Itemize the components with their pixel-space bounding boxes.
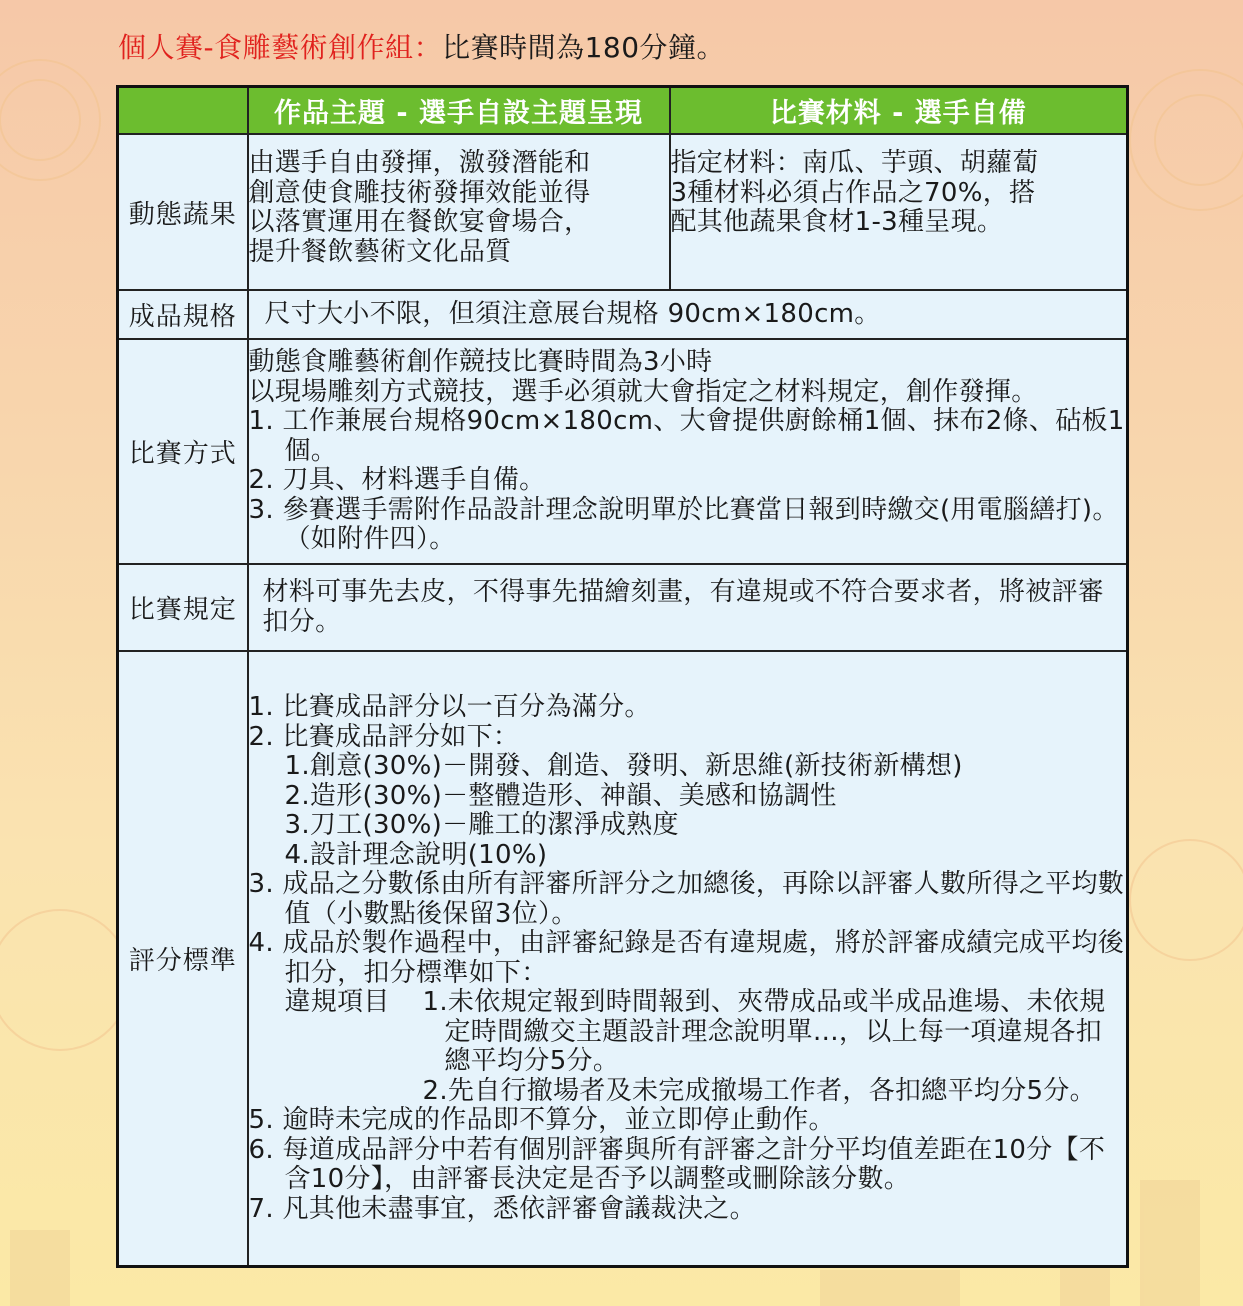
row-method — [118, 339, 1128, 564]
header-theme: 作品主題 - 選手自設主題呈現 — [248, 87, 670, 135]
scoring-item: 1. 比賽成品評分以一百分為滿分。 — [248, 692, 651, 722]
header-row — [118, 87, 1128, 135]
method-item: 2. 刀具、材料選手自備。 — [248, 465, 546, 496]
page-title — [118, 28, 725, 68]
theme-line: 以落實運用在餐飲宴會場合， — [248, 207, 591, 237]
row-dynamic — [118, 134, 1128, 290]
label-spec: 成品規格 — [118, 290, 248, 339]
scoring-criterion: 1.創意(30%)－開發、創造、發明、新思維(新技術新構想) — [284, 751, 963, 781]
theme-line: 創意使食雕技術發揮效能並得 — [248, 177, 591, 208]
scoring-item: 4. 成品於製作過程中，由評審紀錄是否有違規處，將於評審成績完成平均後扣分，扣分標準如下： — [248, 928, 1125, 988]
header-materials: 比賽材料 - 選手自備 — [670, 87, 1128, 135]
cell-scoring — [248, 651, 1128, 1267]
theme-line: 提升餐飲藝術文化品質 — [248, 236, 512, 267]
title-duration: 比賽時間為180分鐘。 — [442, 31, 726, 64]
cell-spec: 尺寸大小不限，但須注意展台規格 90cm×180cm。 — [248, 290, 1128, 339]
violation-item: 1.未依規定報到時間報到、夾帶成品或半成品進場、未依規定時間繳交主題設計理念說明單…，以上每一項違規各扣總平均分5分。 — [422, 987, 1106, 1076]
scoring-item: 6. 每道成品評分中若有個別評審與所有評審之計分平均值差距在10分【不含10分】，由評審長決定是否予以調整或刪除該分數。 — [248, 1134, 1106, 1194]
cell-rules: 材料可事先去皮，不得事先描繪刻畫，有違規或不符合要求者，將被評審扣分。 — [248, 564, 1128, 651]
scoring-criterion: 2.造形(30%)－整體造形、神韻、美感和協調性 — [284, 780, 837, 811]
scoring-item: 7. 凡其他未盡事宜，悉依評審會議裁決之。 — [248, 1193, 756, 1224]
cell-theme — [248, 134, 670, 290]
label-dynamic: 動態蔬果 — [118, 134, 248, 290]
label-method: 比賽方式 — [118, 339, 248, 564]
material-line: 指定材料：南瓜、芋頭、胡蘿蔔 — [670, 148, 1039, 178]
header-empty-cell — [118, 87, 248, 135]
violation-item: 2.先自行撤場者及未完成撤場工作者，各扣總平均分5分。 — [422, 1075, 1096, 1106]
label-rules: 比賽規定 — [118, 564, 248, 651]
row-scoring — [118, 651, 1128, 1267]
method-line: 動態食雕藝術創作競技比賽時間為3小時 — [248, 347, 713, 378]
scoring-item: 3. 成品之分數係由所有評審所評分之加總後，再除以評審人數所得之平均數值（小數點後保留3位）。 — [248, 869, 1125, 929]
cell-method — [248, 339, 1128, 564]
violation-list — [423, 988, 1127, 1106]
scoring-item: 5. 逾時未完成的作品即不算分，並立即停止動作。 — [248, 1105, 835, 1135]
theme-line: 由選手自由發揮，激發潛能和 — [248, 148, 591, 178]
scoring-criterion: 3.刀工(30%)－雕工的潔淨成熟度 — [284, 810, 679, 840]
rules-table — [116, 85, 1129, 1268]
row-spec — [118, 290, 1128, 339]
method-line: 以現場雕刻方式競技，選手必須就大會指定之材料規定，創作發揮。 — [248, 376, 1038, 407]
material-line: 配其他蔬果食材1-3種呈現。 — [670, 207, 1004, 237]
row-rules — [118, 564, 1128, 651]
method-item: 1. 工作兼展台規格90cm×180cm、大會提供廚餘桶1個、抹布2條、砧板1個。 — [248, 406, 1125, 466]
violation-block — [249, 988, 1127, 1106]
label-scoring: 評分標準 — [118, 651, 248, 1267]
method-item: 3. 參賽選手需附作品設計理念說明單於比賽當日報到時繳交(用電腦繕打)。（如附件四）。 — [248, 494, 1119, 555]
scoring-item: 2. 比賽成品評分如下： — [248, 721, 520, 752]
cell-materials — [670, 134, 1128, 290]
title-category: 個人賽-食雕藝術創作組： — [118, 31, 443, 64]
scoring-criterion: 4.設計理念說明(10%) — [284, 839, 548, 870]
violation-label: 違規項目 — [284, 987, 390, 1017]
material-line: 3種材料必須占作品之70%，搭 — [670, 177, 1036, 208]
